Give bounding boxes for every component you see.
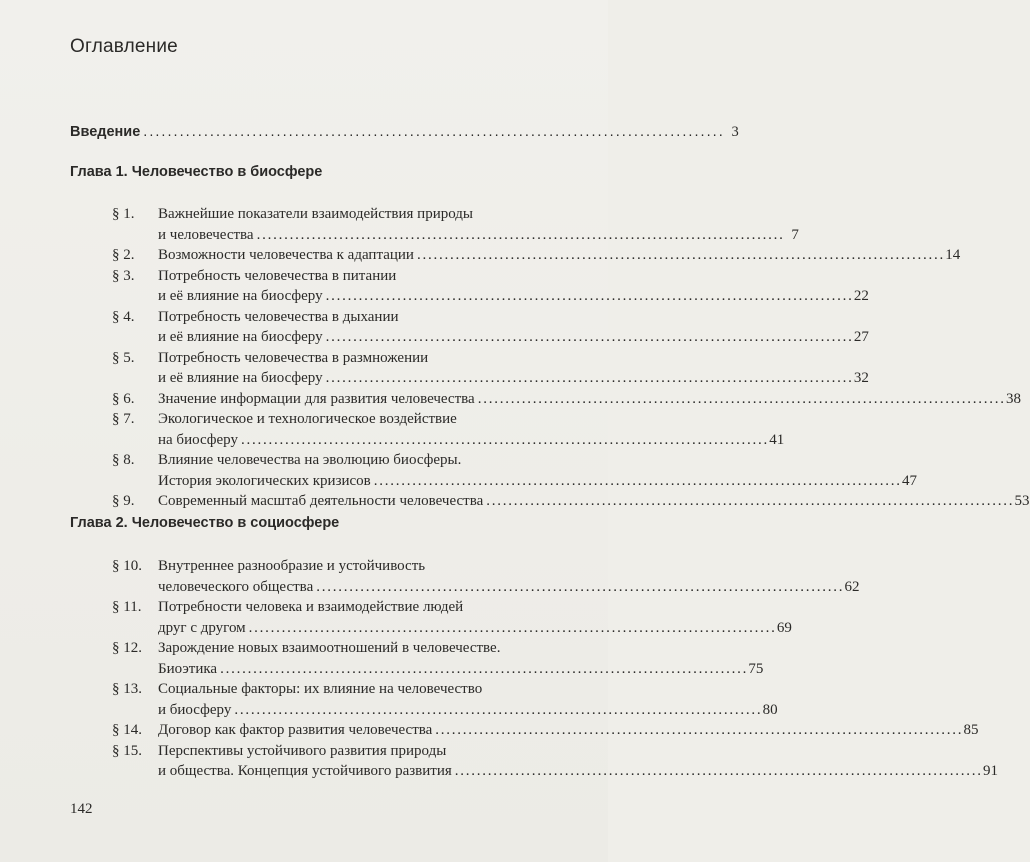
section-title-line xyxy=(158,618,792,639)
dot-leader xyxy=(417,245,942,266)
section-title-text: на биосферу xyxy=(158,431,238,448)
section-title xyxy=(158,307,869,348)
section-page-number: 91 xyxy=(983,763,998,779)
toc-entry[interactable] xyxy=(112,348,869,389)
section-page-number: 47 xyxy=(902,472,918,489)
page-title: Оглавление xyxy=(70,36,178,57)
toc-entry[interactable] xyxy=(112,450,918,491)
section-title-text: Потребность человечества в питании xyxy=(158,267,397,284)
dot-leader xyxy=(326,327,851,348)
section-title xyxy=(158,204,799,245)
section-title-text: Современный масштаб деятельности человечества xyxy=(158,493,484,509)
section-number: § 11. xyxy=(112,599,142,615)
section-title xyxy=(158,491,1030,512)
section-title xyxy=(158,556,859,597)
section-title xyxy=(158,245,960,266)
section-title-text: и её влияние на биосферу xyxy=(158,329,323,345)
section-number: § 9. xyxy=(112,493,135,509)
section-title-line xyxy=(158,307,869,328)
section-title-text: Потребности человека и взаимодействие людей xyxy=(158,599,464,615)
section-page-number: 69 xyxy=(776,619,792,636)
section-title-text: Зарождение новых взаимоотношений в человечестве. xyxy=(158,640,501,656)
toc-entry[interactable] xyxy=(112,556,860,597)
section-title-line xyxy=(158,638,763,659)
dot-leader xyxy=(374,471,899,492)
section-title-line xyxy=(158,577,859,598)
section-title-line xyxy=(158,659,763,680)
section-title-text: Возможности человечества к адаптации xyxy=(158,247,414,263)
chapter-2-entries xyxy=(112,556,998,782)
section-page-number: 85 xyxy=(963,722,979,738)
section-number: § 7. xyxy=(112,411,135,427)
toc-entry[interactable] xyxy=(112,204,799,245)
section-title-text: Перспективы устойчивого развития природы xyxy=(158,742,447,759)
section-title-line xyxy=(158,450,917,471)
section-title-line xyxy=(158,491,1030,512)
section-title-text: Важнейшие показатели взаимодействия природы xyxy=(158,206,474,222)
section-title xyxy=(158,450,917,491)
section-title xyxy=(158,389,1021,410)
toc-intro-row[interactable] xyxy=(70,124,739,141)
toc-entry[interactable] xyxy=(112,741,998,782)
toc-entry[interactable] xyxy=(112,638,764,679)
section-title-text: и общества. Концепция устойчивого развития xyxy=(158,763,452,779)
toc-entry[interactable] xyxy=(112,266,869,307)
toc-entry[interactable] xyxy=(112,245,961,266)
section-number: § 8. xyxy=(112,452,135,468)
section-number: § 15. xyxy=(112,742,142,759)
section-title-text: и её влияние на биосферу xyxy=(158,288,323,304)
section-title-line xyxy=(158,430,784,451)
dot-leader xyxy=(326,286,851,307)
section-title xyxy=(158,679,778,720)
toc-entry[interactable] xyxy=(112,597,792,638)
section-title xyxy=(158,266,869,307)
section-title xyxy=(158,638,763,679)
section-title-text: и биосферу xyxy=(158,701,232,718)
section-title-line xyxy=(158,700,778,721)
toc-entry[interactable] xyxy=(112,720,979,741)
section-title xyxy=(158,720,979,741)
section-number: § 10. xyxy=(112,558,142,574)
dot-leader xyxy=(234,700,759,721)
page-folio-number: 142 xyxy=(70,801,93,817)
section-number: § 1. xyxy=(112,206,135,222)
section-title-line xyxy=(158,225,799,246)
toc-entry[interactable] xyxy=(112,389,1021,410)
intro-page-number: 3 xyxy=(731,124,739,140)
section-title-line xyxy=(158,245,960,266)
section-title-line xyxy=(158,389,1021,410)
dot-leader xyxy=(220,659,745,680)
dot-leader xyxy=(326,368,851,389)
section-title-text: Экологическое и технологическое воздействие xyxy=(158,411,457,427)
section-title-text: Биоэтика xyxy=(158,660,218,677)
section-page-number: 62 xyxy=(844,578,860,595)
section-page-number: 22 xyxy=(853,288,869,304)
section-title-text: Внутреннее разнообразие и устойчивость xyxy=(158,558,426,574)
dot-leader xyxy=(143,124,721,140)
section-title-text: Потребность человечества в размножении xyxy=(158,349,429,366)
section-title-text: Договор как фактор развития человечества xyxy=(158,722,433,738)
section-number: § 14. xyxy=(112,722,142,738)
section-title-text: Влияние человечества на эволюцию биосферы. xyxy=(158,452,462,468)
intro-label: Введение xyxy=(70,124,141,140)
section-title-line xyxy=(158,286,869,307)
section-title xyxy=(158,741,998,782)
chapter-1-heading: Глава 1. Человечество в биосфере xyxy=(70,164,323,180)
section-page-number: 32 xyxy=(853,370,869,386)
section-title-line xyxy=(158,327,869,348)
section-number: § 5. xyxy=(112,349,135,366)
dot-leader xyxy=(486,491,1011,512)
section-title-line xyxy=(158,471,917,492)
section-page-number: 7 xyxy=(791,226,799,243)
section-title-line xyxy=(158,761,998,782)
section-page-number: 38 xyxy=(1005,390,1021,407)
section-title-text: Социальные факторы: их влияние на человечество xyxy=(158,681,483,697)
section-title-line xyxy=(158,409,784,430)
section-page-number: 75 xyxy=(748,660,764,677)
section-title-line xyxy=(158,348,869,369)
section-title xyxy=(158,409,784,450)
section-page-number: 53 xyxy=(1014,493,1030,509)
section-title-text: Значение информации для развития человечества xyxy=(158,390,475,407)
section-title-line xyxy=(158,741,998,762)
dot-leader xyxy=(455,761,980,782)
section-title-line xyxy=(158,368,869,389)
section-title xyxy=(158,348,869,389)
chapter-1-entries xyxy=(112,204,1030,512)
section-title-text: человеческого общества xyxy=(158,578,314,595)
dot-leader xyxy=(435,720,960,741)
dot-leader xyxy=(249,618,774,639)
toc-entry[interactable] xyxy=(112,491,1030,512)
section-title-line xyxy=(158,720,979,741)
section-number: § 6. xyxy=(112,390,135,407)
section-page-number: 41 xyxy=(769,431,785,448)
section-title xyxy=(158,597,792,638)
section-number: § 12. xyxy=(112,640,142,656)
toc-entry[interactable] xyxy=(112,409,785,450)
section-title-line xyxy=(158,679,778,700)
section-title-text: Потребность человечества в дыхании xyxy=(158,308,399,325)
section-page-number: 27 xyxy=(853,329,869,345)
section-number: § 4. xyxy=(112,308,135,325)
section-title-text: и её влияние на биосферу xyxy=(158,370,323,386)
toc-entry[interactable] xyxy=(112,307,869,348)
dot-leader xyxy=(316,577,841,598)
dot-leader xyxy=(478,389,1003,410)
toc-entry[interactable] xyxy=(112,679,778,720)
section-page-number: 14 xyxy=(945,247,961,263)
section-title-line xyxy=(158,556,859,577)
section-title-text: и человечества xyxy=(158,226,254,243)
section-title-line xyxy=(158,266,869,287)
chapter-2-heading: Глава 2. Человечество в социосфере xyxy=(70,515,340,531)
section-title-line xyxy=(158,597,792,618)
dot-leader xyxy=(241,430,766,451)
section-title-line xyxy=(158,204,799,225)
section-number: § 13. xyxy=(112,681,142,697)
section-number: § 2. xyxy=(112,247,135,263)
section-page-number: 80 xyxy=(762,701,778,718)
dot-leader xyxy=(257,225,782,246)
section-number: § 3. xyxy=(112,267,135,284)
section-title-text: друг с другом xyxy=(158,619,246,636)
section-title-text: История экологических кризисов xyxy=(158,472,371,489)
